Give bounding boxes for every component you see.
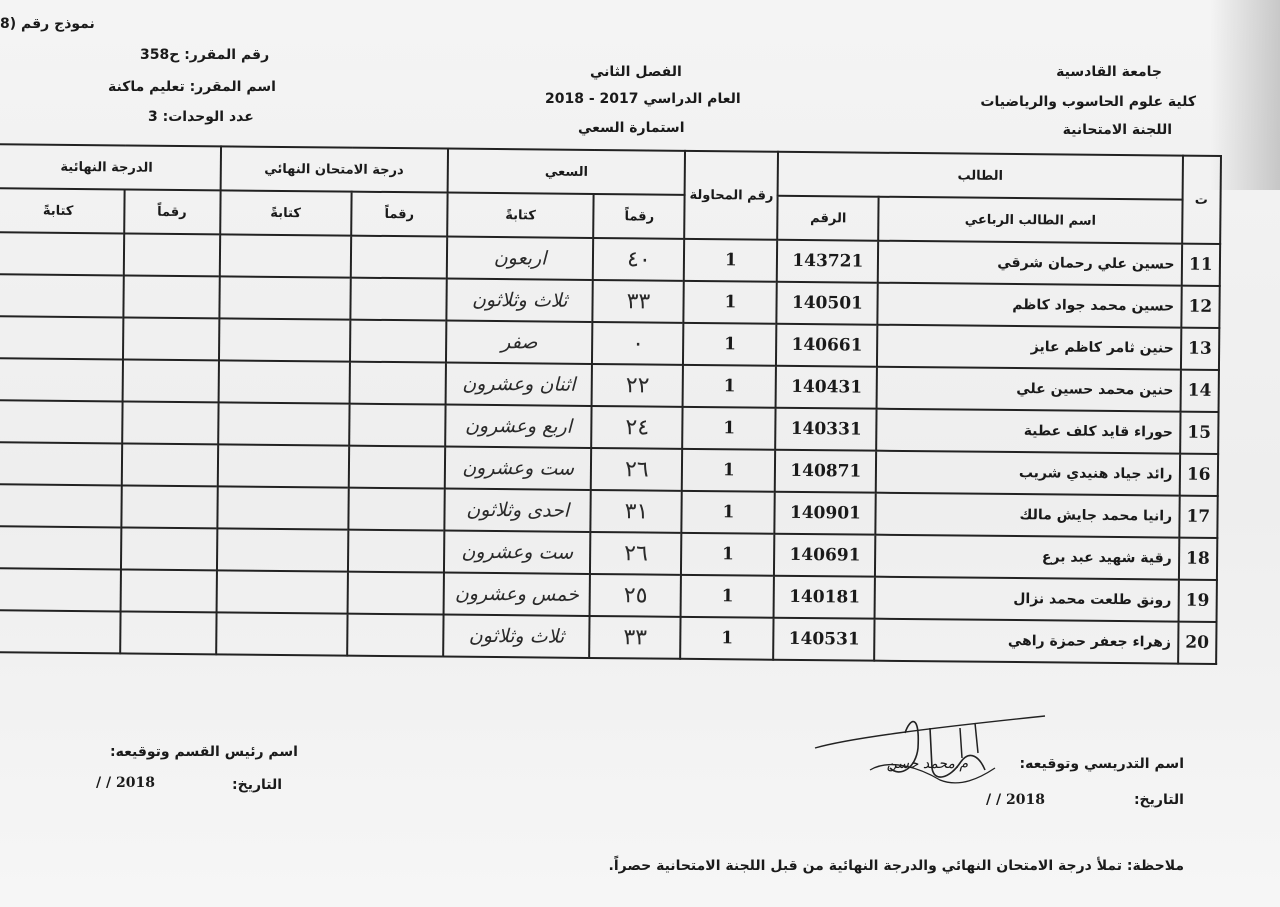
header-final-exam: درجة الامتحان النهائي [220, 146, 448, 192]
grades-table [0, 143, 1222, 665]
teacher-name: م.محمد حسن [886, 756, 968, 772]
coursework-digits: ٣٣ [590, 616, 681, 659]
coursework-digits: ٢٥ [590, 574, 681, 617]
final-words-cell [0, 484, 121, 527]
student-id: 140691 [774, 534, 875, 577]
coursework-digits: ٣٣ [593, 280, 684, 323]
form-note: ملاحظة: تملأ درجة الامتحان النهائي والدرجة النهائية من قبل اللجنة الامتحانية حصراً. [608, 858, 1184, 874]
header-coursework-words: كتابةً [447, 193, 594, 238]
exam-words-cell [217, 444, 349, 487]
exam-words-cell [216, 528, 348, 571]
student-id: 143721 [777, 240, 878, 283]
coursework-digits: ٣١ [591, 490, 682, 533]
coursework-words: ست وعشرون [445, 447, 592, 490]
header-coursework: السعي [447, 149, 685, 195]
final-digits-cell [122, 317, 218, 360]
final-words-cell [0, 232, 124, 275]
course-name: اسم المقرر: تعليم ماكنة [108, 79, 276, 95]
final-words-cell [0, 358, 122, 401]
attempt-number: 1 [684, 281, 777, 324]
final-digits-cell [123, 233, 219, 276]
attempt-number: 1 [682, 491, 775, 534]
attempt-number: 1 [681, 575, 774, 618]
exam-words-cell [219, 234, 351, 277]
attempt-number: 1 [683, 365, 776, 408]
final-words-cell [0, 442, 122, 485]
exam-digits-cell [347, 572, 443, 615]
header-attempt: رقم المحاولة [685, 151, 779, 240]
coursework-digits: ٢٦ [590, 532, 681, 575]
exam-digits-cell [350, 320, 446, 363]
academic-year: العام الدراسي 2017 - 2018 [545, 91, 741, 107]
final-digits-cell [121, 443, 217, 486]
header-final-digits: رقماً [124, 189, 220, 234]
final-words-cell [0, 610, 120, 653]
attempt-number: 1 [683, 323, 776, 366]
final-words-cell [0, 568, 120, 611]
exam-words-cell [219, 276, 351, 319]
student-name: رقية شهيد عبد برع [875, 535, 1179, 580]
student-id: 140181 [774, 576, 875, 619]
student-name: حسين محمد جواد كاظم [878, 283, 1182, 328]
teacher-signature [810, 708, 1050, 798]
student-name: رانيا محمد جايش مالك [876, 493, 1180, 538]
semester: الفصل الثاني [590, 64, 682, 80]
head-date-value: / / 2018 [96, 775, 155, 791]
coursework-words: ست وعشرون [444, 531, 591, 574]
final-words-cell [0, 316, 123, 359]
student-name: حوراء قايد كلف عطية [877, 409, 1181, 454]
teacher-label: اسم التدريسي وتوقيعه: [1019, 756, 1184, 772]
row-seq: 13 [1181, 328, 1220, 370]
student-id: 140331 [776, 408, 877, 451]
attempt-number: 1 [684, 239, 777, 282]
attempt-number: 1 [681, 533, 774, 576]
exam-words-cell [216, 612, 348, 655]
course-number: رقم المقرر: ح358 [140, 47, 270, 63]
final-digits-cell [120, 569, 216, 612]
coursework-words: اربع وعشرون [445, 405, 592, 448]
exam-digits-cell [347, 614, 443, 657]
teacher-date-value: / / 2018 [986, 792, 1045, 808]
final-words-cell [0, 274, 123, 317]
attempt-number: 1 [683, 407, 776, 450]
row-seq: 11 [1181, 244, 1220, 286]
attempt-number: 1 [681, 617, 774, 660]
row-seq: 15 [1180, 412, 1219, 454]
row-seq: 12 [1181, 286, 1220, 328]
coursework-words: ثلاث وثلاثون [446, 279, 593, 322]
student-name: زهراء جعفر حمزة راهي [875, 619, 1179, 664]
coursework-words: صفر [446, 321, 593, 364]
header-student: الطالب [778, 152, 1183, 200]
attempt-number: 1 [682, 449, 775, 492]
coursework-words: اربعون [447, 237, 594, 280]
course-units: عدد الوحدات: 3 [148, 109, 254, 125]
student-name: رونق طلعت محمد نزال [875, 577, 1179, 622]
head-label: اسم رئيس القسم وتوقيعه: [110, 744, 298, 760]
coursework-words: ثلاث وثلاثون [443, 615, 590, 658]
coursework-digits: ٢٤ [592, 406, 683, 449]
student-id: 140501 [777, 282, 878, 325]
header-final-grade: الدرجة النهائية [0, 144, 221, 190]
header-exam-digits: رقماً [351, 192, 447, 237]
form-number: نموذج رقم (8 [0, 16, 95, 32]
exam-digits-cell [349, 446, 445, 489]
exam-digits-cell [350, 278, 446, 321]
final-digits-cell [120, 611, 216, 654]
exam-committee: اللجنة الامتحانية [1062, 122, 1172, 138]
header-final-words: كتابةً [0, 188, 124, 233]
university-name: جامعة القادسية [1056, 64, 1162, 80]
coursework-digits: ٤٠ [593, 238, 684, 281]
student-id: 140901 [775, 492, 876, 535]
exam-digits-cell [349, 404, 445, 447]
coursework-digits: ٢٦ [591, 448, 682, 491]
final-digits-cell [120, 527, 216, 570]
student-name: حسين علي رحمان شرقي [878, 241, 1182, 286]
exam-digits-cell [351, 236, 447, 279]
header-coursework-digits: رقماً [594, 194, 685, 239]
final-words-cell [0, 526, 121, 569]
coursework-words: احدى وثلاثون [444, 489, 591, 532]
exam-digits-cell [348, 530, 444, 573]
row-seq: 14 [1180, 370, 1219, 412]
student-name: حنين ثامر كاظم عايز [877, 325, 1181, 370]
exam-digits-cell [349, 362, 445, 405]
row-seq: 19 [1178, 580, 1217, 622]
exam-words-cell [218, 360, 350, 403]
student-id: 140431 [776, 366, 877, 409]
student-name: حنين محمد حسين علي [877, 367, 1181, 412]
student-name: رائد جياد هنيدي شريب [876, 451, 1180, 496]
header-student-name: اسم الطالب الرباعي [879, 197, 1183, 244]
row-seq: 20 [1178, 622, 1217, 664]
final-digits-cell [123, 275, 219, 318]
teacher-date-label: التاريخ: [1133, 792, 1184, 808]
exam-words-cell [217, 486, 349, 529]
head-date-label: التاريخ: [232, 777, 283, 793]
student-id: 140661 [776, 324, 877, 367]
student-id: 140871 [775, 450, 876, 493]
row-seq: 16 [1179, 454, 1218, 496]
exam-words-cell [218, 402, 350, 445]
header-exam-words: كتابةً [220, 190, 352, 235]
coursework-digits: ٠ [592, 322, 683, 365]
coursework-words: خمس وعشرون [443, 573, 590, 616]
row-seq: 18 [1179, 538, 1218, 580]
college-name: كلية علوم الحاسوب والرياضيات [980, 94, 1196, 110]
form-title: استمارة السعي [578, 120, 685, 136]
final-digits-cell [122, 359, 218, 402]
coursework-digits: ٢٢ [592, 364, 683, 407]
exam-words-cell [218, 318, 350, 361]
row-seq: 17 [1179, 496, 1218, 538]
final-digits-cell [122, 401, 218, 444]
coursework-words: اثنان وعشرون [445, 363, 592, 406]
header-seq: ت [1182, 156, 1221, 244]
exam-words-cell [216, 570, 348, 613]
exam-digits-cell [348, 488, 444, 531]
header-student-id: الرقم [778, 196, 879, 241]
student-id: 140531 [773, 618, 874, 661]
final-digits-cell [121, 485, 217, 528]
final-words-cell [0, 400, 122, 443]
